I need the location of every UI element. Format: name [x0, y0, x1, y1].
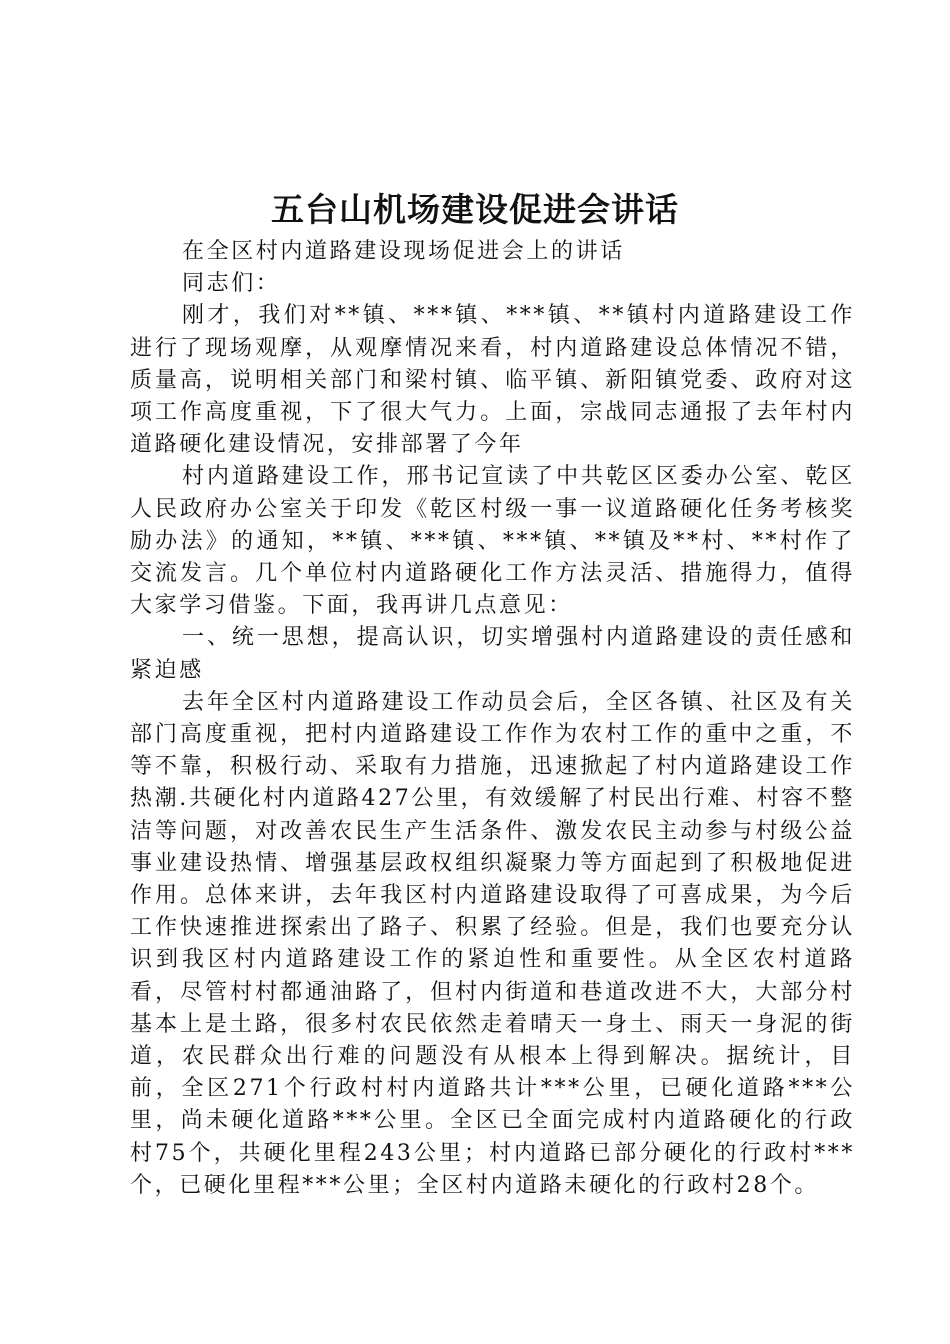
document-body: [130, 236, 855, 1202]
body-paragraph: 村内道路建设工作，邢书记宣读了中共乾区区委办公室、乾区人民政府办公室关于印发《乾区村级一事一议道路硬化任务考核奖励办法》的通知，**镇、***镇、***镇、**镇及**村、**村作了交流发言。几个单位村内道路硬化工作方法灵活、措施得力，值得大家学习借鉴。下面，我再讲几点意见：: [130, 464, 855, 619]
subtitle-paragraph: 在全区村内道路建设现场促进会上的讲话: [182, 239, 625, 264]
body-paragraph: 去年全区村内道路建设工作动员会后，全区各镇、社区及有关部门高度重视，把村内道路建设工作作为农村工作的重中之重，不等不靠，积极行动、采取有力措施，迅速掀起了村内道路建设工作热潮.共硬化村内道路427公里，有效缓解了村民出行难、村容不整洁等问题，对改善农民生产生活条件、激发农民主动参与村级公益事业建设热情、增强基层政权组织凝聚力等方面起到了积极地促进作用。总体来讲，去年我区村内道路建设取得了可喜成果，为今后工作快速推进探索出了路子、积累了经验。但是，我们也要充分认识到我区村内道路建设工作的紧迫性和重要性。从全区农村道路看，尽管村村都通油路了，但村内街道和巷道改进不大，大部分村基本上是土路，很多村农民依然走着晴天一身土、雨天一身泥的街道，农民群众出行难的问题没有从根本上得到解决。据统计，目前，全区271个行政村村内道路共计***公里，已硬化道路***公里，尚未硬化道路***公里。全区已全面完成村内道路硬化的行政村75个，共硬化里程243公里；村内道路已部分硬化的行政村***个，已硬化里程***公里；全区村内道路未硬化的行政村28个。: [130, 689, 855, 1198]
section-heading: 一、统一思想，提高认识，切实增强村内道路建设的责任感和紧迫感: [130, 625, 855, 683]
document-title: 五台山机场建设促进会讲话: [271, 190, 679, 229]
body-paragraph: 刚才，我们对**镇、***镇、***镇、**镇村内道路建设工作进行了现场观摩，从观摩情况来看，村内道路建设总体情况不错，质量高，说明相关部门和梁村镇、临平镇、新阳镇党委、政府对这项工作高度重视，下了很大气力。上面，宗战同志通报了去年村内道路硬化建设情况，安排部署了今年: [130, 303, 855, 458]
salutation-paragraph: 同志们：: [182, 271, 281, 297]
